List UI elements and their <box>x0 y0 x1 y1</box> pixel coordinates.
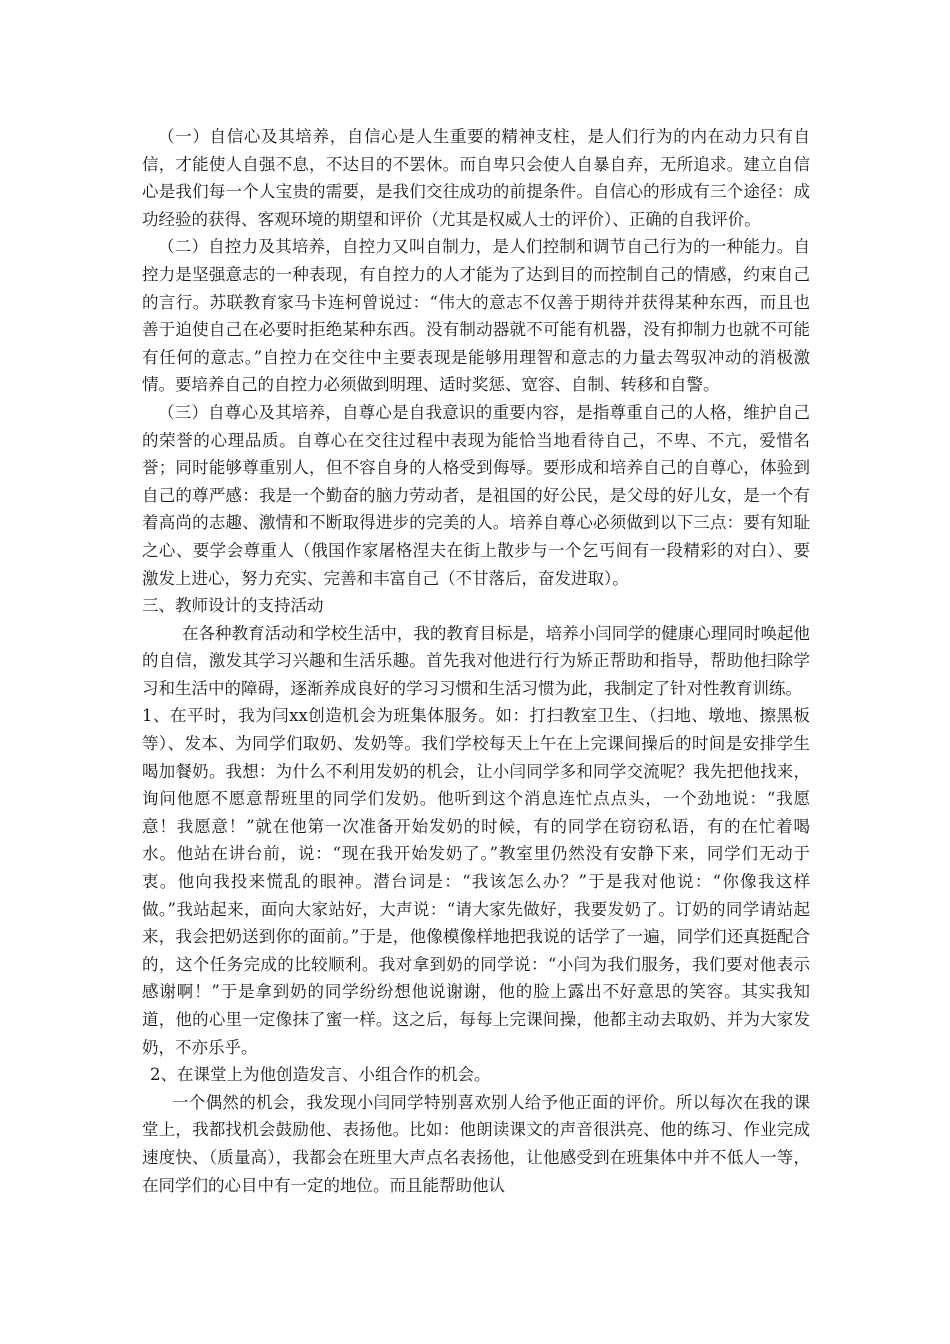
paragraph-self-control: （二）自控力及其培养，自控力又叫自制力，是人们控制和调节自己行为的一种能力。自控力是坚强意志的一种表现，有自控力的人才能为了达到目的而控制自己的情感，约束自己的言行。苏联教育家马卡连柯曾说过：“伟大的意志不仅善于期待并获得某种东西，而且也善于迫使自己在必要时拒绝某种东西。没有制动器就不可能有机器，没有抑制力也就不可能有任何的意志。”自控力在交往中主要表现是能够用理智和意志的力量去驾驭冲动的消极激情。要培养自己的自控力必须做到明理、适时奖惩、宽容、自制、转移和自警。 <box>142 237 810 395</box>
paragraph-item-2-body: 一个偶然的机会，我发现小闫同学特别喜欢别人给予他正面的评价。所以每次在我的课堂上，我都找机会鼓励他、表扬他。比如：他朗读课文的声音很洪亮、他的练习、作业完成速度快、（质量高），我都会在班里大声点名表扬他，让他感受到在班集体中并不低人一等，在同学们的心目中有一定的地位。而且能帮助他认 <box>142 1092 810 1195</box>
paragraph-self-esteem: （三）自尊心及其培养，自尊心是自我意识的重要内容，是指尊重自己的人格，维护自己的荣誉的心理品质。自尊心在交往过程中表现为能恰当地看待自己，不卑、不亢，爱惜名誉；同时能够尊重别人，但不容自身的人格受到侮辱。要形成和培养自己的自尊心，体验到自己的尊严感：我是一个勤奋的脑力劳动者，是祖国的好公民，是父母的好儿女，是一个有着高尚的志趣、激情和不断取得进步的完美的人。培养自尊心必须做到以下三点：要有知耻之心、要学会尊重人（俄国作家屠格涅夫在街上散步与一个乞丐间有一段精彩的对白）、要激发上进心，努力充实、完善和丰富自己（不甘落后，奋发进取）。 <box>142 402 810 588</box>
document-body <box>142 123 810 1199</box>
paragraph-self-confidence: （一）自信心及其培养，自信心是人生重要的精神支柱，是人们行为的内在动力只有自信，才能使人自强不息，不达目的不罢休。而自卑只会使人自暴自弃，无所追求。建立自信心是我们每一个人宝贵的需要，是我们交往成功的前提条件。自信心的形成有三个途径：成功经验的获得、客观环境的期望和评价（尤其是权威人士的评价）、正确的自我评价。 <box>142 127 810 229</box>
section-heading-teacher-activities: 三、教师设计的支持活动 <box>142 596 324 616</box>
paragraph-item-2-heading: 2、在课堂上为他创造发言、小组合作的机会。 <box>150 1065 491 1085</box>
paragraph-education-goal: 在各种教育活动和学校生活中，我的教育目标是，培养小闫同学的健康心理同时唤起他的自信，激发其学习兴趣和生活乐趣。首先我对他进行行为矫正帮助和指导，帮助他扫除学习和生活中的障碍，逐渐养成良好的学习习惯和生活习惯为此，我制定了针对性教育训练。 <box>142 623 810 698</box>
paragraph-item-1: 1、在平时，我为闫xx创造机会为班集体服务。如：打扫教室卫生、（扫地、墩地、擦黑板等）、发本、为同学们取奶、发奶等。我们学校每天上午在上完课间操后的时间是安排学生喝加餐奶。我想：为什么不利用发奶的机会，让小闫同学多和同学交流呢？我先把他找来，询问他愿不愿意帮班里的同学们发奶。他听到这个消息连忙点点头，一个劲地说：“我愿意！我愿意！”就在他第一次准备开始发奶的时候，有的同学在窃窃私语，有的在忙着喝水。他站在讲台前，说：“现在我开始发奶了。”教室里仍然没有安静下来，同学们无动于衷。他向我投来慌乱的眼神。潜台词是：“我该怎么办？”于是我对他说：“你像我这样做。”我站起来，面向大家站好，大声说：“请大家先做好，我要发奶了。订奶的同学请站起来，我会把奶送到你的面前。”于是，他像模像样地把我说的话学了一遍，同学们还真挺配合的，这个任务完成的比较顺利。我对拿到奶的同学说：“小闫为我们服务，我们要对他表示感谢啊！”于是拿到奶的同学纷纷想他说谢谢，他的脸上露出不好意思的笑容。其实我知道，他的心里一定像抹了蜜一样。这之后，每每上完课间操，他都主动去取奶、并为大家发奶，不亦乐乎。 <box>142 706 810 1057</box>
